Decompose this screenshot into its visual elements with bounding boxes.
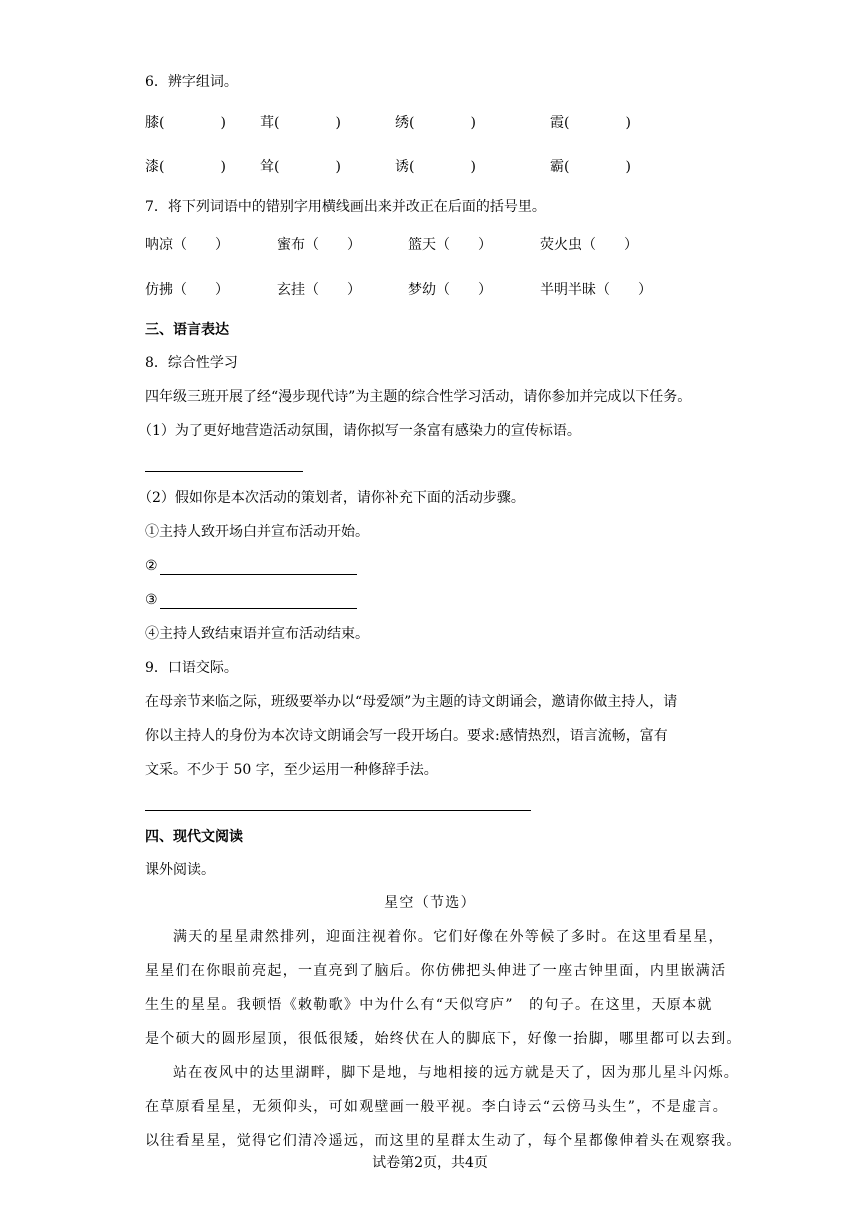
q6-item: 霸( ) [550,159,631,175]
answer-line[interactable] [160,608,357,609]
passage-line: 在草原看星星，无须仰头，可如观壁画一般平视。李白诗云“云傍马头生”，不是虚言。 [145,1099,729,1115]
passage-line: 以往看星星，觉得它们清冷遥远，而这里的星群太生动了，每个星都像伸着头在观察我。 [145,1133,742,1149]
q9-text-line: 在母亲节来临之际，班级要举办以“母爱颂”为主题的诗文朗诵会，邀请你做主持人，请 [145,694,678,710]
q6-item: 绣( ) [395,115,476,131]
section-4-heading: 四、现代文阅读 [145,829,243,845]
q7-item: 呐凉（ ） [145,237,229,253]
q7-item: 梦幼（ ） [408,282,492,298]
passage-line: 生生的星星。我顿悟《敕勒歌》中为什么有“天似穹庐” 的句子。在这里，天原本就 [145,997,713,1013]
step-4: ④主持人致结束语并宣布活动结束。 [145,626,369,642]
answer-line[interactable] [160,574,357,575]
q7-item: 篮天（ ） [408,237,492,253]
q7-item: 荧火虫（ ） [540,237,638,253]
q7-item: 仿拂（ ） [145,282,229,298]
q9-text-line: 文采。不少于 50 字，至少运用一种修辞手法。 [145,762,438,778]
q6-title: 6．辨字组词。 [145,74,238,90]
q6-item: 茸( ) [260,115,341,131]
passage-line: 是个硕大的圆形屋顶，很低很矮，始终伏在人的脚底下，好像一抬脚，哪里都可以去到。 [145,1031,742,1047]
q8-part-2: （2）假如你是本次活动的策划者，请你补充下面的活动步骤。 [138,490,525,506]
q7-item: 半明半昧（ ） [540,282,652,298]
q7-title: 7．将下列词语中的错别字用横线画出来并改正在后面的括号里。 [145,199,546,215]
q7-item: 玄挂（ ） [277,282,361,298]
passage-line: 星星们在你眼前亮起，一直亮到了脑后。你仿佛把头伸进了一座古钟里面，内里嵌满活 [145,963,727,979]
passage-line: 站在夜风中的达里湖畔，脚下是地，与地相接的远方就是天了，因为那儿星斗闪烁。 [173,1065,740,1081]
q9-title: 9．口语交际。 [145,660,238,676]
q6-item: 霞( ) [550,115,631,131]
answer-line[interactable] [145,471,303,472]
step-2: ② [145,558,158,574]
answer-line[interactable] [145,810,531,811]
q6-item: 诱( ) [395,159,476,175]
step-1: ①主持人致开场白并宣布活动开始。 [145,524,369,540]
section-4-sub: 课外阅读。 [145,862,215,878]
q9-text-line: 你以主持人的身份为本次诗文朗诵会写一段开场白。要求:感情热烈，语言流畅，富有 [145,728,668,744]
page-footer: 试卷第2页，共4页 [372,1155,488,1171]
q6-item: 耸( ) [260,159,341,175]
q6-item: 漆( ) [145,159,226,175]
passage-title: 星空（节选） [384,895,476,911]
passage-line: 满天的星星肃然排列，迎面注视着你。它们好像在外等候了多时。在这里看星星， [173,929,724,945]
section-3-heading: 三、语言表达 [145,322,229,338]
q8-part-1: （1）为了更好地营造活动氛围，请你拟写一条富有感染力的宣传标语。 [138,423,581,439]
q8-intro: 四年级三班开展了经“漫步现代诗”为主题的综合性学习活动，请你参加并完成以下任务。 [145,389,692,405]
q8-title: 8．综合性学习 [145,355,238,371]
q6-item: 膝( ) [145,115,226,131]
step-3: ③ [145,592,158,608]
q7-item: 蜜布（ ） [277,237,361,253]
